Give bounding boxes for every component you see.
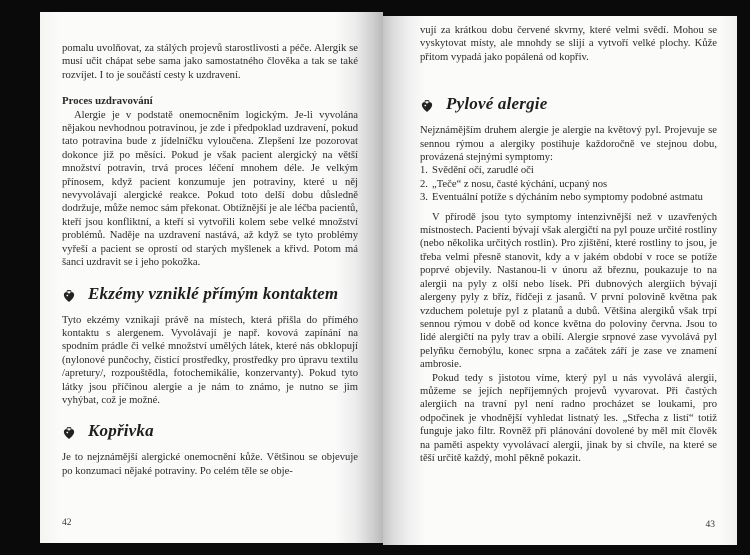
section-heading-urticaria: [62, 421, 358, 441]
section-paragraph: Je to nejznámější alergické onemocnění kůže. Většinou se objevuje po konzumaci nějaké potraviny. Po celém těle se obje-: [62, 452, 358, 477]
section-title: Kopřivka: [88, 421, 154, 441]
list-text: „Teče“ z nosu, časté kýchání, ucpaný nos: [432, 178, 608, 190]
subheading: Proces uzdravování: [62, 95, 153, 108]
section-title: Ekzémy vzniklé přímým kontaktem: [88, 283, 339, 303]
section-heading-pollen: [420, 94, 717, 114]
right-page-content: [420, 24, 717, 531]
heart-fleuron-icon: [62, 288, 76, 302]
list-text: Svědění očí, zarudlé oči: [432, 165, 534, 177]
section-paragraph: V přírodě jsou tyto symptomy intenzivnější než v uzavřených místnostech. Pacienti bývají však alergičtí na pyl pouze určité rostliny (nebo několika určitých rostlin). Pro zjištění, které rostliny to jsou, je třeba velmi přesně stanovit, kdy a v jakém období v roce se potíže poprvé objevily. Nastanou-li v únoru až březnu, poukazuje to na alergii na pyly z olší nebo lísek. Při dubnových alergiích bývají alergeny pyly z bříz, řídčeji z jasanů. V první polovině května pak vzduchem poletuje pyl z platanů a dubů. Většina alergiků však trpí sennou rýmou v době od konce května do poloviny června. Jsou to lidé alergičtí na pyly trav a obilí. Alergie srpnové zase vyvolává pyl pelyňku černobýlu, konec srpna a začátek září je zase ve znamení ambrosie.: [420, 211, 717, 371]
section-paragraph: Pokud tedy s jistotou víme, který pyl u nás vyvolává alergii, můžeme se jejích nepříjemných projevů vyvarovat. Při častých alergiích na travní pyl není radno procházet se loukami, pro odpočinek je vhodnější vyhledat listnatý les. „Střecha z listí“ totiž funguje jako filtr. Rovněž při plánování dovolené by měl mít člověk na paměti aspekty vyvolávací alergii, jinak by si chvíle, na které se těší určitě každý, mohl pěkně pokazit.: [420, 372, 717, 464]
list-text: Eventuální potíže s dýcháním nebo symptomy podobné astmatu: [432, 192, 703, 204]
page-number: 43: [705, 520, 715, 530]
list-number: 3.: [420, 192, 428, 204]
left-page-content: [62, 42, 358, 529]
list-number: 2.: [420, 178, 428, 190]
section-heading-eczema: [62, 284, 358, 304]
section-title: Pylové alergie: [446, 94, 548, 114]
list-item: [420, 164, 717, 177]
list-item: [420, 191, 717, 204]
list-item: [420, 178, 717, 191]
section-intro: Nejznámějším druhem alergie je alergie na květový pyl. Projevuje se sennou rýmou a alergiky postihuje každoročně ve stejnou dobu, provázená stejnými symptomy:: [420, 125, 717, 164]
right-page: [383, 16, 737, 545]
left-page: [40, 12, 383, 543]
symptom-list: [420, 164, 717, 204]
right-page-text: [420, 24, 717, 505]
page-number: 42: [62, 518, 72, 528]
section-paragraph: Tyto ekzémy vznikají právě na místech, která přišla do přímého kontaktu s alergenem. Vyvolávají je např. kovová zapínání na spodním prádle či velké množství umělých látek, které nás obklopují (nylonové punčochy, čisticí prostředky, prostředky pro úpravu textilu /apretury/, rozpouštědla, fotochemikálie, konzervanty). Pokud tyto látky jsou příčinou alergie a je nám to známo, je nutno se jim vyhýbat, což je možné.: [62, 314, 358, 406]
heart-fleuron-icon: [62, 425, 76, 439]
continuation-paragraph: vují za krátkou dobu červené skvrny, které velmi svědí. Mohou se vyskytovat místy, ale mnohdy se slijí a vytvoří velké plochy. Kůže přitom vypadá jako popálená od kopřiv.: [420, 25, 717, 63]
intro-paragraph: pomalu uvolňovat, za stálých projevů starostlivosti a péče. Alergik se musí učit chápat sebe sama jako samostatného člověka a tak se také rozvíjet. I to je součástí cesty k uzdravení.: [62, 43, 358, 81]
heart-fleuron-icon: [420, 98, 434, 112]
list-number: 1.: [420, 165, 428, 177]
subheading-paragraph: Alergie je v podstatě onemocněním logickým. Je-li vyvolána nějakou nevhodnou potravinou, je zde i předpoklad uzdravení, pokud tato potravina bude z jídelníčku vyloučena. Zlepšení lze pozorovat dokonce již po měsíci. Pokud je však pacient alergický na větší množství potravin, trvá proces léčení mnohem déle. Je velkým přínosem, když pacient konzumuje jen potraviny, které u něj nevyvolávají alergické reakce. Pokud toto delší dobu důsledně dodržuje, může nemoc sám překonat. Obtížnější je ale léčba pacientů, kteří jsou konfliktní, a kteří si vytvořili kolem sebe velké množství problémů. Naděje na uzdravení nastává, až když se tyto problémy vyřeší a pacient se oprostí od starých myšlenek a křivd. Potom má šanci uzdravit se i jeho pokožka.: [62, 109, 358, 269]
left-page-text: [62, 42, 358, 503]
